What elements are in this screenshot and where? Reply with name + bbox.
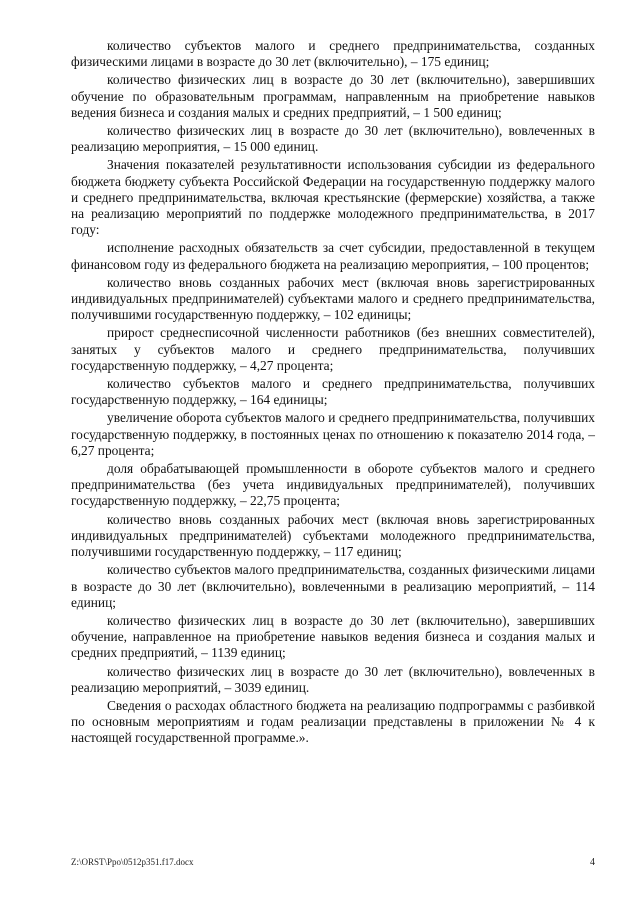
paragraph: количество физических лиц в возрасте до 30 лет (включительно), завершивших обучение по образовательным программам, направленным на приобретение навыков ведения бизнеса и создания малых и средних предприятий, – 1 500 единиц; [71, 72, 595, 120]
document-body [71, 38, 595, 749]
paragraph: Значения показателей результативности использования субсидии из федерального бюджета бюджету субъекта Российской Федерации на государственную поддержку малого и среднего предпринимательства, включая крестьянские (фермерские) хозяйства, а также на реализацию мероприятий по поддержке молодежного предпринимательства, в 2017 году: [71, 157, 595, 238]
page-number: 4 [590, 857, 595, 868]
paragraph: исполнение расходных обязательств за счет субсидии, предоставленной в текущем финансовом году из федерального бюджета на реализацию мероприятия, – 100 процентов; [71, 240, 595, 272]
paragraph: количество физических лиц в возрасте до 30 лет (включительно), вовлеченных в реализацию мероприятий, – 3039 единиц. [71, 663, 595, 695]
paragraph: количество вновь созданных рабочих мест (включая вновь зарегистрированных индивидуальных предпринимателей) субъектами молодежного предпринимательства, получившими государственную поддержку, – 117 единиц; [71, 511, 595, 560]
paragraph: количество физических лиц в возрасте до 30 лет (включительно), вовлеченных в реализацию мероприятия, – 15 000 единиц. [71, 123, 595, 155]
paragraph: количество субъектов малого предпринимательства, созданных физическими лицами в возрасте до 30 лет (включительно), вовлеченными в реализацию мероприятий, – 114 единиц; [71, 562, 595, 610]
paragraph: количество субъектов малого и среднего предпринимательства, получивших государственную поддержку, – 164 единицы; [71, 376, 595, 408]
paragraph: количество физических лиц в возрасте до 30 лет (включительно), завершивших обучение, направленное на приобретение навыков ведения бизнеса и создания малых и средних предприятий, – 1139 единиц; [71, 612, 595, 661]
paragraph: прирост среднесписочной численности работников (без внешних совместителей), занятых у субъектов малого и среднего предпринимательства, получивших государственную поддержку, – 4,27 процента; [71, 325, 595, 373]
paragraph: количество вновь созданных рабочих мест (включая вновь зарегистрированных индивидуальных предпринимателей) субъектами малого и среднего предпринимательства, получившими государственную поддержку, – 102 единицы; [71, 274, 595, 323]
paragraph: количество субъектов малого и среднего предпринимательства, созданных физическими лицами в возрасте до 30 лет (включительно), – 175 единиц; [71, 38, 595, 70]
paragraph: увеличение оборота субъектов малого и среднего предпринимательства, получивших государственную поддержку, в постоянных ценах по отношению к показателю 2014 года, – 6,27 процента; [71, 410, 595, 458]
paragraph: доля обрабатывающей промышленности в обороте субъектов малого и среднего предпринимательства (без учета индивидуальных предпринимателей), получивших государственную поддержку, – 22,75 процента; [71, 461, 595, 509]
paragraph: Сведения о расходах областного бюджета на реализацию подпрограммы с разбивкой по основным мероприятиям и годам реализации представлены в приложении № 4 к настоящей государственной программе.». [71, 697, 595, 746]
file-path: Z:\ORST\Ppo\0512p351.f17.docx [71, 857, 194, 867]
